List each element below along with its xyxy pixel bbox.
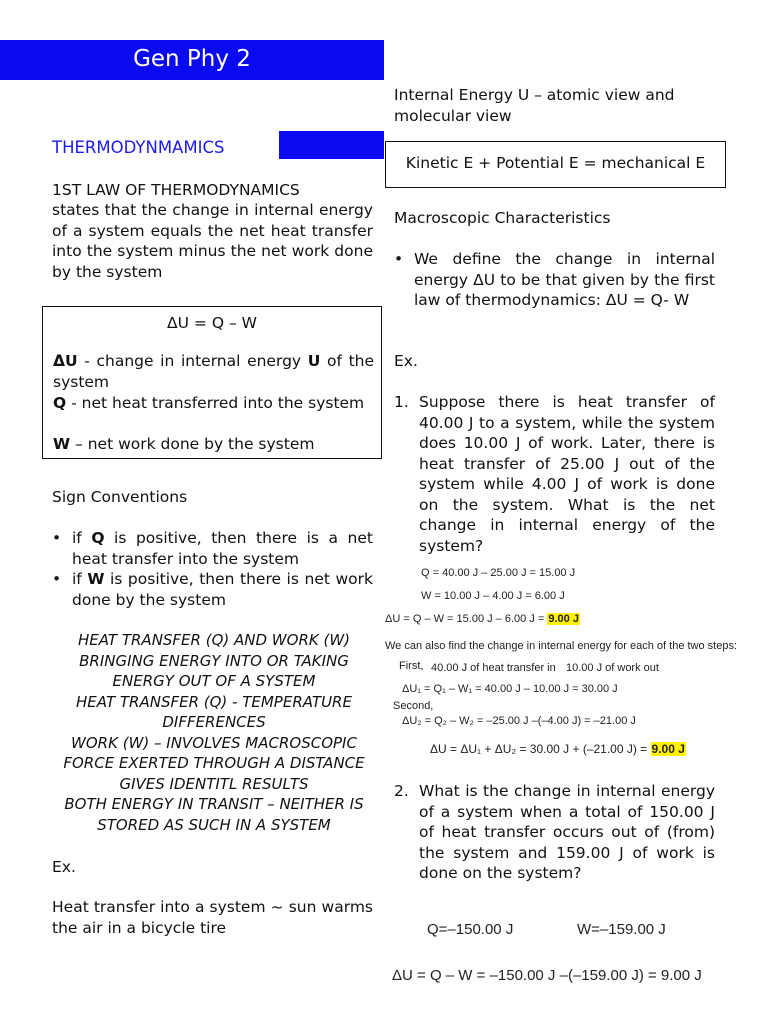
- definition-delta-u: [53, 351, 374, 392]
- equation-text: ΔU = Q – W = 15.00 J – 6.00 J =: [385, 613, 548, 625]
- definition-w: [53, 434, 374, 455]
- law-heading: 1ST LAW OF THERMODYNAMICS: [52, 181, 300, 199]
- problem-number: 1.: [394, 393, 409, 411]
- note-line: HEAT TRANSFER (Q) - TEMPERATURE: [76, 692, 352, 711]
- problem-text: Suppose there is heat transfer of 40.00 J to a system, while the system does 10.00 J of work. Later, there is heat transfer of 25.00 J out of the system while 4.00 J of work is done on the system. What is the net change in internal energy of the system?: [419, 393, 715, 555]
- note-line: BRINGING ENERGY INTO OR TAKING: [79, 651, 349, 670]
- solution-total-line: [430, 742, 686, 756]
- note-line: FORCE EXERTED THROUGH A DISTANCE: [63, 754, 365, 772]
- term-u: U: [307, 352, 321, 370]
- note-line: ENERGY OUT OF A SYSTEM: [112, 672, 316, 690]
- internal-energy-rest: – atomic view and molecular view: [394, 86, 675, 125]
- page-title: Gen Phy 2: [133, 46, 251, 72]
- term-q: Q: [91, 529, 105, 547]
- macroscopic-heading: Macroscopic Characteristics: [394, 209, 611, 227]
- first-law-formula: ΔU = Q – W: [167, 314, 257, 332]
- definition-q: [53, 393, 374, 414]
- note-line: BOTH ENERGY IN TRANSIT – NEITHER IS: [64, 795, 364, 813]
- mechanical-energy-text: Kinetic E + Potential E = mechanical E: [405, 154, 706, 172]
- list-item: [52, 569, 373, 610]
- note-line: GIVES IDENTITL RESULTS: [119, 774, 309, 793]
- example-label: Ex.: [394, 352, 418, 370]
- section-accent-bar: [279, 131, 384, 159]
- term-w: W: [87, 570, 105, 588]
- answer-highlight: 9.00 J: [548, 613, 579, 625]
- solution-also-line: We can also find the change in internal energy for each of the two steps:: [385, 640, 738, 652]
- term-q: Q: [53, 394, 67, 412]
- problem-text: What is the change in internal energy of a system when a total of 150.00 J of heat transfer occurs out of (from) the system and 159.00 J of work is done on the system?: [419, 782, 715, 882]
- definition-text: - change in internal energy: [77, 352, 308, 370]
- definition-text: of the system: [53, 352, 375, 391]
- solution-first-label: First,: [399, 660, 424, 672]
- note-line: WORK (W) – INVOLVES MACROSCOPIC: [71, 733, 357, 752]
- law-description: states that the change in internal energy of a system equals the net heat transfer into the system minus the net work done by the system: [52, 201, 373, 281]
- example-label: Ex.: [52, 858, 76, 876]
- solution2-du-line: ΔU = Q – W = –150.00 J –(–159.00 J) = 9.00 J: [392, 967, 702, 984]
- bullet-icon: •: [394, 250, 404, 268]
- definition-text: - net heat transferred into the system: [66, 394, 365, 412]
- list-item: [52, 528, 373, 569]
- solution-w-line: W = 10.00 J – 4.00 J = 6.00 J: [421, 590, 565, 602]
- italic-notes: [50, 630, 378, 835]
- term-delta-u: ΔU: [53, 352, 78, 370]
- solution-first-heat: 40.00 J of heat transfer in: [431, 662, 556, 674]
- list-item-text: [72, 569, 373, 610]
- text-part: is positive, then there is net work done by the system: [72, 570, 373, 609]
- solution-second-label: Second,: [393, 700, 434, 712]
- solution-du-line: [385, 612, 580, 626]
- problem-number: 2.: [394, 782, 409, 800]
- definition-text: – net work done by the system: [70, 435, 315, 453]
- note-line: HEAT TRANSFER (Q) AND WORK (W): [77, 631, 351, 649]
- term-w: W: [53, 435, 71, 453]
- bullet-icon: •: [52, 529, 62, 547]
- bullet-icon: •: [52, 570, 62, 588]
- answer-highlight: 9.00 J: [651, 742, 685, 756]
- solution-du1-line: ΔU₁ = Q₁ – W₁ = 40.00 J – 10.00 J = 30.00 J: [402, 683, 618, 695]
- internal-energy-term: Internal Energy U: [394, 86, 530, 104]
- note-line: STORED AS SUCH IN A SYSTEM: [97, 815, 331, 834]
- list-item-text: We define the change in internal energy ΔU to be that given by the first law of thermodynamics: ΔU = Q- W: [414, 250, 715, 309]
- problem-item: [394, 781, 715, 884]
- list-item: [394, 249, 715, 311]
- section-heading: THERMODYNMAMICS: [52, 138, 225, 157]
- text-part: if: [72, 570, 88, 588]
- solution-first-work: 10.00 J of work out: [566, 662, 659, 674]
- solution-du2-line: ΔU₂ = Q₂ – W₂ = –25.00 J –(–4.00 J) = –21.00 J: [402, 715, 636, 727]
- solution-q-line: Q = 40.00 J – 25.00 J = 15.00 J: [421, 567, 576, 579]
- note-line: DIFFERENCES: [162, 713, 266, 731]
- sign-conventions-heading: Sign Conventions: [52, 488, 188, 506]
- equation-text: ΔU = ΔU₁ + ΔU₂ = 30.00 J + (–21.00 J) =: [430, 742, 651, 756]
- text-part: if: [72, 529, 92, 547]
- problem-item: [394, 392, 715, 556]
- internal-energy-text: [394, 85, 715, 126]
- text-part: is positive, then there is a net heat transfer into the system: [72, 529, 373, 568]
- solution2-w-value: W=–159.00 J: [577, 921, 666, 938]
- list-item-text: [72, 528, 373, 569]
- solution2-q-value: Q=–150.00 J: [427, 921, 514, 938]
- example-text: Heat transfer into a system ~ sun warms the air in a bicycle tire: [52, 898, 373, 937]
